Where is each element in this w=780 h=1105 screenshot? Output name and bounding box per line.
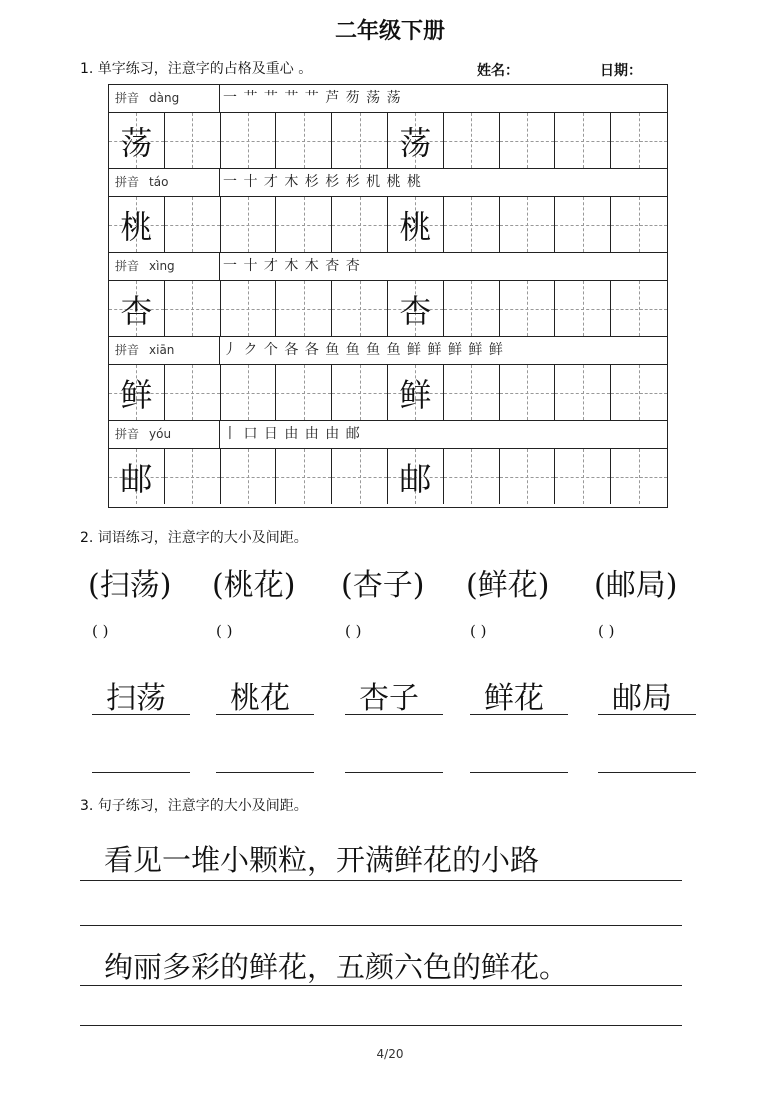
practice-cell[interactable] — [611, 281, 667, 336]
practice-cell[interactable] — [221, 113, 277, 168]
sentence-model: 看见一堆小颗粒，开满鲜花的小路 — [104, 843, 540, 877]
model-character-cell — [109, 113, 165, 168]
word-with-parens: (杏子) — [341, 568, 425, 603]
model-character: 邮 — [120, 459, 153, 498]
practice-cell[interactable] — [276, 449, 332, 504]
word-with-parens: (邮局) — [594, 568, 678, 603]
stroke-order: 一 十 才 木 杉 杉 杉 机 桃 桃 — [223, 174, 423, 190]
stroke-order: 一 十 才 木 木 杏 杏 — [223, 258, 361, 274]
writing-line — [345, 714, 443, 715]
pinyin-label — [109, 169, 220, 196]
word-model: 桃花 — [230, 681, 290, 716]
writing-line — [598, 714, 696, 715]
model-character: 荡 — [399, 123, 432, 162]
model-character: 杏 — [399, 291, 432, 330]
writing-line[interactable] — [92, 772, 190, 773]
character-row — [109, 449, 667, 505]
practice-cell[interactable] — [500, 449, 556, 504]
practice-cell[interactable] — [221, 449, 277, 504]
word-model: 鲜花 — [484, 681, 544, 716]
practice-cell[interactable] — [444, 281, 500, 336]
model-character: 荡 — [120, 123, 153, 162]
pinyin-blank[interactable]: ( ) — [470, 622, 487, 640]
model-character: 邮 — [399, 459, 432, 498]
pinyin-label-text: 拼音 — [115, 175, 140, 189]
model-character-cell — [388, 281, 444, 336]
stroke-order: 丨 口 日 由 由 由 邮 — [223, 426, 361, 442]
model-character-cell — [109, 449, 165, 504]
word-model: 杏子 — [359, 681, 419, 716]
practice-cell[interactable] — [611, 197, 667, 252]
writing-line[interactable] — [216, 772, 314, 773]
pinyin-text: yóu — [149, 427, 172, 441]
model-character: 桃 — [120, 207, 153, 246]
practice-cell[interactable] — [165, 365, 221, 420]
pinyin-label — [109, 253, 220, 280]
name-label: 姓名： — [477, 63, 519, 79]
practice-grid — [108, 84, 668, 508]
model-character-cell — [109, 197, 165, 252]
practice-cell[interactable] — [500, 281, 556, 336]
character-row — [109, 365, 667, 421]
pinyin-row — [109, 253, 667, 281]
stroke-order: 一 艹 艹 艹 艹 芦 芴 荡 荡 — [223, 90, 402, 106]
character-row — [109, 113, 667, 169]
practice-cell[interactable] — [611, 449, 667, 504]
practice-cell[interactable] — [555, 113, 611, 168]
practice-cell[interactable] — [500, 365, 556, 420]
practice-cell[interactable] — [500, 113, 556, 168]
practice-cell[interactable] — [444, 197, 500, 252]
pinyin-blank[interactable]: ( ) — [345, 622, 362, 640]
writing-line[interactable] — [345, 772, 443, 773]
pinyin-text: táo — [149, 175, 169, 189]
model-character: 鲜 — [120, 375, 153, 414]
writing-line[interactable] — [80, 925, 682, 926]
writing-line — [216, 714, 314, 715]
practice-cell[interactable] — [555, 365, 611, 420]
character-row — [109, 197, 667, 253]
practice-cell[interactable] — [332, 113, 388, 168]
model-character-cell — [109, 281, 165, 336]
writing-line — [80, 985, 682, 986]
pinyin-text: xiān — [149, 343, 175, 357]
writing-line[interactable] — [598, 772, 696, 773]
model-character: 杏 — [120, 291, 153, 330]
model-character-cell — [109, 365, 165, 420]
pinyin-label — [109, 337, 220, 364]
practice-cell[interactable] — [165, 113, 221, 168]
practice-cell[interactable] — [332, 281, 388, 336]
page-number: 4/20 — [376, 1047, 404, 1061]
practice-cell[interactable] — [165, 197, 221, 252]
section1-heading: 1. 单字练习，注意字的占格及重心 。 — [80, 61, 313, 77]
model-character-cell — [388, 113, 444, 168]
practice-cell[interactable] — [276, 113, 332, 168]
practice-cell[interactable] — [165, 449, 221, 504]
practice-cell[interactable] — [276, 197, 332, 252]
writing-line[interactable] — [80, 1025, 682, 1026]
date-label: 日期： — [600, 63, 642, 79]
pinyin-blank[interactable]: ( ) — [92, 622, 109, 640]
practice-cell[interactable] — [276, 365, 332, 420]
pinyin-blank[interactable]: ( ) — [216, 622, 233, 640]
word-with-parens: (鲜花) — [466, 568, 550, 603]
pinyin-row — [109, 337, 667, 365]
practice-cell[interactable] — [332, 365, 388, 420]
word-with-parens: (桃花) — [212, 568, 296, 603]
practice-cell[interactable] — [500, 197, 556, 252]
page-title: 二年级下册 — [334, 19, 445, 44]
practice-cell[interactable] — [221, 281, 277, 336]
practice-cell[interactable] — [555, 197, 611, 252]
pinyin-label-text: 拼音 — [115, 343, 140, 357]
word-model: 邮局 — [612, 681, 672, 716]
pinyin-label-text: 拼音 — [115, 91, 140, 105]
model-character: 桃 — [399, 207, 432, 246]
pinyin-text: xìng — [149, 259, 175, 273]
practice-cell[interactable] — [221, 197, 277, 252]
pinyin-label-text: 拼音 — [115, 259, 140, 273]
model-character: 鲜 — [399, 375, 432, 414]
practice-cell[interactable] — [555, 449, 611, 504]
pinyin-label — [109, 421, 220, 448]
practice-cell[interactable] — [611, 365, 667, 420]
writing-line — [80, 880, 682, 881]
practice-cell[interactable] — [611, 113, 667, 168]
practice-cell[interactable] — [221, 365, 277, 420]
model-character-cell — [388, 197, 444, 252]
writing-line — [470, 714, 568, 715]
word-with-parens: (扫荡) — [88, 568, 172, 603]
writing-line — [92, 714, 190, 715]
stroke-order: 丿 ク 个 各 各 鱼 鱼 鱼 鱼 鲜 鲜 鲜 鲜 鲜 — [223, 342, 504, 358]
word-model: 扫荡 — [106, 681, 166, 716]
practice-cell[interactable] — [444, 113, 500, 168]
writing-line[interactable] — [470, 772, 568, 773]
practice-cell[interactable] — [555, 281, 611, 336]
pinyin-label-text: 拼音 — [115, 427, 140, 441]
section2-heading: 2. 词语练习，注意字的大小及间距。 — [80, 530, 308, 546]
practice-cell[interactable] — [165, 281, 221, 336]
practice-cell[interactable] — [332, 197, 388, 252]
practice-cell[interactable] — [444, 449, 500, 504]
practice-cell[interactable] — [332, 449, 388, 504]
section3-heading: 3. 句子练习，注意字的大小及间距。 — [80, 798, 308, 814]
pinyin-row — [109, 421, 667, 449]
pinyin-blank[interactable]: ( ) — [598, 622, 615, 640]
sentence-model: 绚丽多彩的鲜花，五颜六色的鲜花。 — [104, 950, 569, 984]
character-row — [109, 281, 667, 337]
practice-cell[interactable] — [444, 365, 500, 420]
pinyin-text: dàng — [149, 91, 180, 105]
pinyin-row — [109, 85, 667, 113]
practice-cell[interactable] — [276, 281, 332, 336]
pinyin-row — [109, 169, 667, 197]
pinyin-label — [109, 85, 220, 112]
model-character-cell — [388, 365, 444, 420]
model-character-cell — [388, 449, 444, 504]
